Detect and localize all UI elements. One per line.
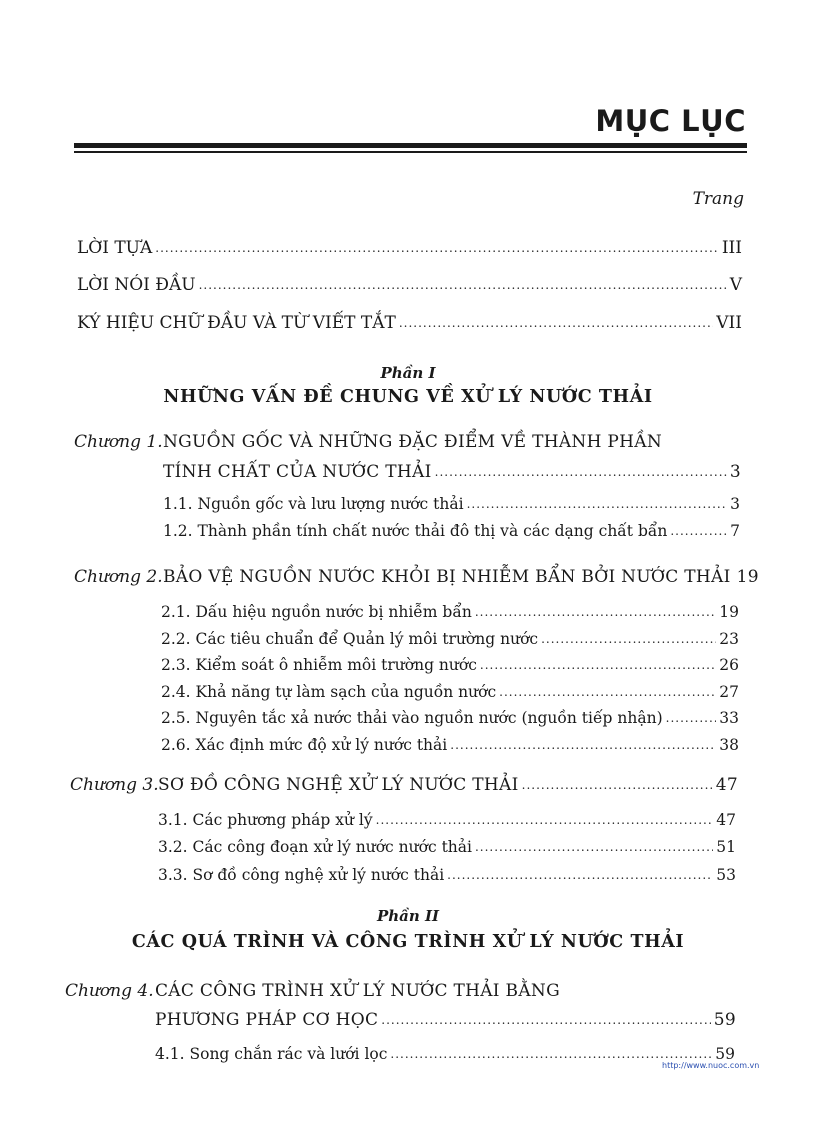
leader-dots xyxy=(475,837,713,855)
toc-entry-page: 7 xyxy=(730,522,740,540)
leader-dots xyxy=(670,521,727,539)
section-label: 3.1. Các phương pháp xử lý xyxy=(158,811,373,829)
chapter-label: Chương 2. xyxy=(74,567,163,587)
chapter-label: Chương 4. xyxy=(65,981,154,1001)
section-entry[interactable] xyxy=(155,1045,735,1063)
section-entry[interactable] xyxy=(163,522,740,540)
toc-entry-page: 38 xyxy=(719,736,739,754)
leader-dots xyxy=(399,312,713,332)
section-label: 2.6. Xác định mức độ xử lý nước thải xyxy=(161,736,448,754)
toc-entry-loi-noi-dau[interactable] xyxy=(77,275,742,295)
section-entry[interactable] xyxy=(163,495,740,513)
leader-dots xyxy=(480,655,716,673)
part-title: CÁC QUÁ TRÌNH VÀ CÔNG TRÌNH XỬ LÝ NƯỚC THẢI xyxy=(131,932,685,952)
leader-dots xyxy=(381,1009,710,1029)
section-entry[interactable] xyxy=(161,736,739,754)
chapter-label: Chương 1. xyxy=(74,432,163,452)
toc-entry-page: 53 xyxy=(716,866,736,884)
leader-dots xyxy=(666,708,717,726)
leader-dots xyxy=(522,774,713,794)
section-entry[interactable] xyxy=(161,683,739,701)
watermark-link[interactable]: http://www.nuoc.com.vn xyxy=(662,1061,760,1070)
leader-dots xyxy=(199,274,727,294)
part-label: Phần I xyxy=(380,364,436,382)
leader-dots xyxy=(450,735,716,753)
section-entry[interactable] xyxy=(158,866,736,884)
section-label: 2.4. Khả năng tự làm sạch của nguồn nước xyxy=(161,683,497,701)
toc-entry-page: 33 xyxy=(719,709,739,727)
toc-entry-page: 23 xyxy=(719,630,739,648)
toc-entry-page: III xyxy=(721,238,742,258)
page-title: MỤC LỤC xyxy=(595,104,746,138)
toc-entry-label: LỜI TỰA xyxy=(77,238,153,258)
leader-dots xyxy=(390,1044,712,1062)
chapter-entry[interactable] xyxy=(155,1010,736,1030)
section-entry[interactable] xyxy=(161,709,739,727)
toc-entry-ky-hieu[interactable] xyxy=(77,313,742,333)
section-label: 2.1. Dấu hiệu nguồn nước bị nhiễm bẩn xyxy=(161,603,472,621)
section-label: 2.2. Các tiêu chuẩn để Quản lý môi trường nước xyxy=(161,630,539,648)
toc-entry-page: 3 xyxy=(729,462,741,482)
part-title: NHỮNG VẤN ĐỀ CHUNG VỀ XỬ LÝ NƯỚC THẢI xyxy=(163,387,653,407)
toc-entry-page: 26 xyxy=(719,656,739,674)
section-label: 3.3. Sơ đồ công nghệ xử lý nước thải xyxy=(158,866,445,884)
title-rule-thin xyxy=(74,151,747,153)
chapter-entry[interactable] xyxy=(163,567,759,587)
leader-dots xyxy=(475,602,716,620)
leader-dots xyxy=(447,865,713,883)
toc-entry-page: 47 xyxy=(715,775,738,795)
section-entry[interactable] xyxy=(161,603,739,621)
chapter-title[interactable]: NGUỒN GỐC VÀ NHỮNG ĐẶC ĐIỂM VỀ THÀNH PHẦN xyxy=(163,432,663,452)
section-label: 2.3. Kiểm soát ô nhiễm môi trường nước xyxy=(161,656,477,674)
chapter-title: BẢO VỆ NGUỒN NƯỚC KHỎI BỊ NHIỄM BẨN BỞI NƯỚC THẢI xyxy=(163,567,731,587)
toc-entry-page: 59 xyxy=(713,1010,736,1030)
toc-entry-label: KÝ HIỆU CHỮ ĐẦU VÀ TỪ VIẾT TẮT xyxy=(77,313,396,333)
toc-entry-page: 47 xyxy=(716,811,736,829)
section-label: 4.1. Song chắn rác và lưới lọc xyxy=(155,1045,388,1063)
toc-entry-page: 27 xyxy=(719,683,739,701)
chapter-entry[interactable] xyxy=(163,462,741,482)
section-entry[interactable] xyxy=(161,656,739,674)
chapter-title: SƠ ĐỒ CÔNG NGHỆ XỬ LÝ NƯỚC THẢI xyxy=(158,775,519,795)
toc-entry-page: 3 xyxy=(730,495,740,513)
toc-entry-page: 19 xyxy=(736,567,759,587)
leader-dots xyxy=(541,629,716,647)
toc-entry-page: V xyxy=(729,275,742,295)
toc-entry-loi-tua[interactable] xyxy=(77,238,742,258)
leader-dots xyxy=(467,494,728,512)
section-label: 1.2. Thành phần tính chất nước thải đô thị và các dạng chất bẩn xyxy=(163,522,668,540)
chapter-label: Chương 3. xyxy=(70,775,159,795)
chapter-title-cont: PHƯƠNG PHÁP CƠ HỌC xyxy=(155,1010,379,1030)
leader-dots xyxy=(155,237,719,257)
leader-dots xyxy=(499,682,716,700)
toc-entry-label: LỜI NÓI ĐẦU xyxy=(77,275,196,295)
toc-entry-page: 19 xyxy=(719,603,739,621)
section-label: 3.2. Các công đoạn xử lý nước nước thải xyxy=(158,838,472,856)
toc-entry-page: 51 xyxy=(716,838,736,856)
title-rule-thick xyxy=(74,143,747,148)
chapter-title-cont: TÍNH CHẤT CỦA NƯỚC THẢI xyxy=(163,462,432,482)
chapter-title[interactable]: CÁC CÔNG TRÌNH XỬ LÝ NƯỚC THẢI BẰNG xyxy=(155,981,560,1001)
chapter-entry[interactable] xyxy=(158,775,738,795)
section-entry[interactable] xyxy=(158,838,736,856)
section-entry[interactable] xyxy=(161,630,739,648)
section-label: 1.1. Nguồn gốc và lưu lượng nước thải xyxy=(163,495,464,513)
section-label: 2.5. Nguyên tắc xả nước thải vào nguồn nước (nguồn tiếp nhận) xyxy=(161,709,663,727)
leader-dots xyxy=(376,810,714,828)
section-entry[interactable] xyxy=(158,811,736,829)
part-label: Phần II xyxy=(376,907,440,925)
toc-entry-page: 59 xyxy=(715,1045,735,1063)
toc-entry-page: VII xyxy=(716,313,742,333)
leader-dots xyxy=(435,461,727,481)
page-column-label: Trang xyxy=(692,189,744,209)
